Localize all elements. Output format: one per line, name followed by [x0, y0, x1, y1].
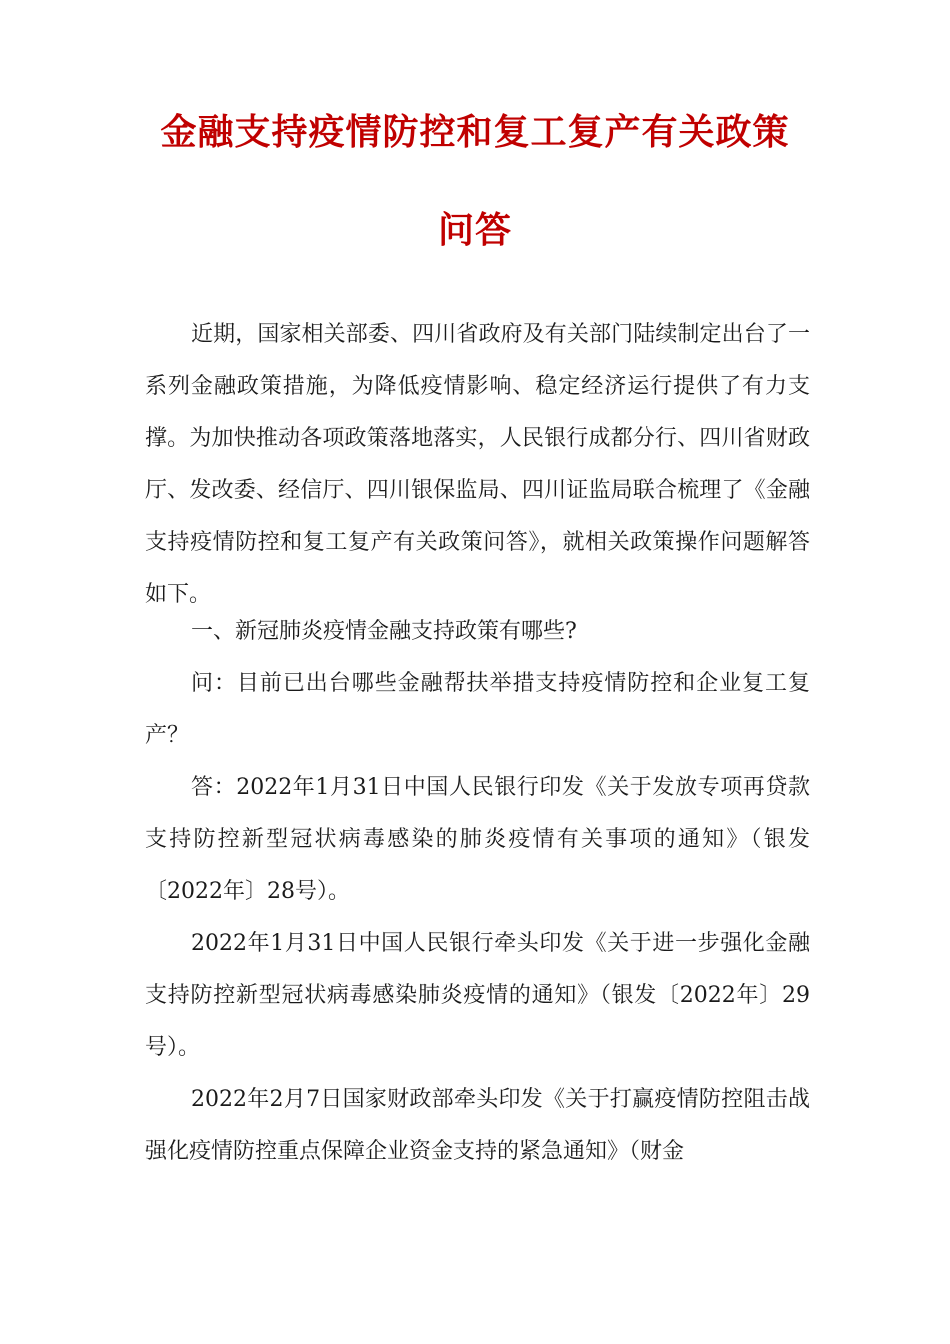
paragraph-answer: 答：2022年1月31日中国人民银行印发《关于发放专项再贷款支持防控新型冠状病毒感染的肺炎疫情有关事项的通知》（银发〔2022年〕28号）。 — [145, 775, 810, 904]
paragraph-policy-2: 2022年1月31日中国人民银行牵头印发《关于进一步强化金融支持防控新型冠状病毒感染肺炎疫情的通知》（银发〔2022年〕29号）。 — [145, 931, 810, 1060]
section-heading-1: 一、新冠肺炎疫情金融支持政策有哪些? — [191, 619, 577, 644]
paragraph-policy-3: 2022年2月7日国家财政部牵头印发《关于打赢疫情防控阻击战强化疫情防控重点保障企业资金支持的紧急通知》（财金 — [145, 1087, 810, 1164]
paragraph-question: 问：目前已出台哪些金融帮扶举措支持疫情防控和企业复工复产？ — [145, 671, 810, 748]
paragraph-intro: 近期，国家相关部委、四川省政府及有关部门陆续制定出台了一系列金融政策措施，为降低疫情影响、稳定经济运行提供了有力支撑。为加快推动各项政策落地落实，人民银行成都分行、四川省财政厅、发改委、经信厅、四川银保监局、四川证监局联合梳理了《金融支持疫情防控和复工复产有关政策问答》，就相关政策操作问题解答如下。 — [145, 322, 810, 607]
document-title-line-1: 金融支持疫情防控和复工复产有关政策 — [160, 112, 790, 153]
document-title-line-2: 问答 — [437, 210, 512, 251]
